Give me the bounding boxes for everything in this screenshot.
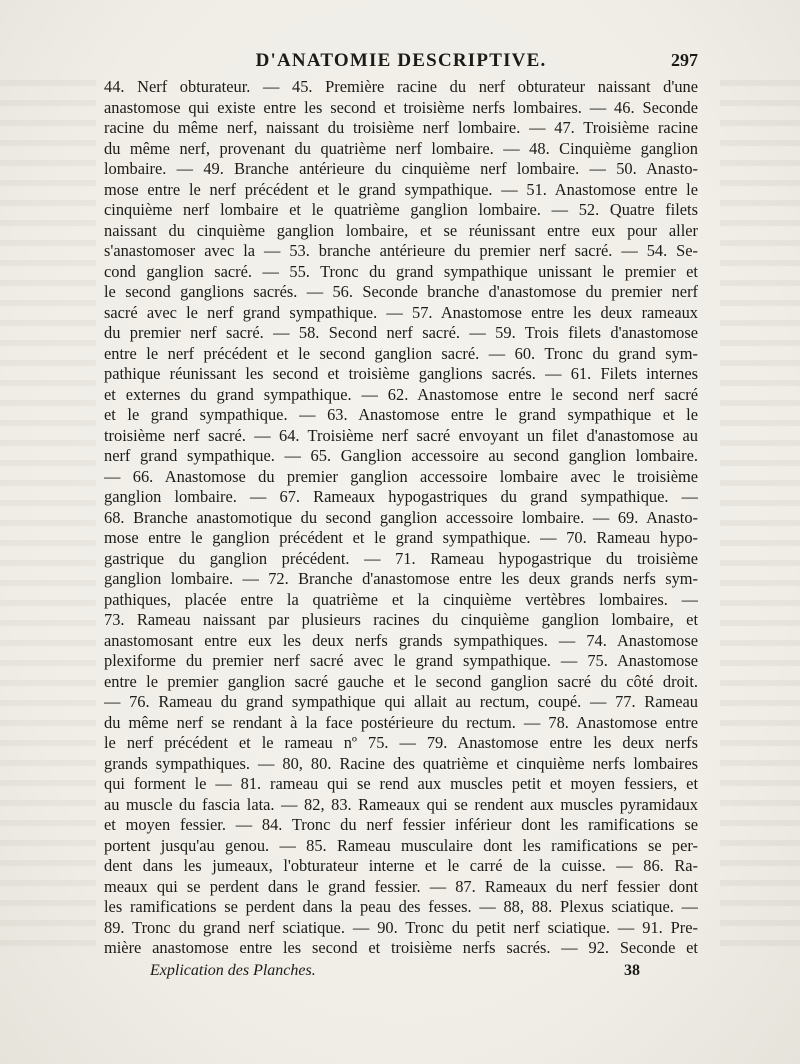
text-line: pathiques, placée entre la quatrième et la cinquième vertèbres lombaires. — (104, 589, 698, 609)
text-line: naissant du cinquième ganglion lombaire, et se réunissant entre eux pour aller (104, 220, 698, 240)
text-line: 73. Rameau naissant par plusieurs racines du cinquième ganglion lombaire, et (104, 610, 698, 629)
text-line: et externes du grand sympathique. — 62. Anastomose entre le second nerf sacré (104, 384, 698, 404)
text-line: cinquième nerf lombaire et le quatrième ganglion lombaire. — 52. Quatre filets (104, 200, 698, 219)
text-line: du premier nerf sacré. — 58. Second nerf sacré. — 59. Trois filets d'anastomose (104, 323, 698, 342)
text-line: mose entre le nerf précédent et le grand sympathique. — 51. Anastomose entre le (104, 179, 698, 199)
text-line: anastomosant entre eux les deux nerfs grands sympathiques. — 74. Anastomose (104, 630, 698, 650)
text-line: mose entre le ganglion précédent et le grand sympathique. — 70. Rameau hypo- (104, 528, 698, 547)
text-line: le nerf précédent et le rameau nº 75. — 79. Anastomose entre les deux nerfs (104, 733, 698, 752)
text-line: gastrique du ganglion précédent. — 71. Rameau hypogastrique du troisième (104, 548, 698, 568)
page-footer (150, 962, 650, 986)
running-head (104, 50, 698, 74)
signature-number: 38 (624, 962, 640, 979)
text-line: nerf grand sympathique. — 65. Ganglion accessoire au second ganglion lombaire. (104, 446, 698, 465)
text-line: sacré avec le nerf grand sympathique. — 57. Anastomose entre les deux rameaux (104, 302, 698, 322)
text-line: entre le nerf précédent et le second ganglion sacré. — 60. Tronc du grand sym- (104, 343, 698, 363)
text-line: 44. Nerf obturateur. — 45. Première racine du nerf obturateur naissant d'une (104, 77, 698, 96)
text-line: dent dans les jumeaux, l'obturateur interne et le carré de la cuisse. — 86. Ra- (104, 856, 698, 875)
text-line: au muscle du fascia lata. — 82, 83. Rameaux qui se rendent aux muscles pyramidaux (104, 794, 698, 814)
text-line: cond ganglion sacré. — 55. Tronc du grand sympathique unissant le premier et (104, 261, 698, 281)
text-line: racine du même nerf, naissant du troisième nerf lombaire. — 47. Troisième racine (104, 118, 698, 137)
text-line: et le grand sympathique. — 63. Anastomose entre le grand sympathique et le (104, 405, 698, 424)
text-line: anastomose qui existe entre les second et troisième nerfs lombaires. — 46. Seconde (104, 97, 698, 117)
text-line: s'anastomoser avec la — 53. branche antérieure du premier nerf sacré. — 54. Se- (104, 241, 698, 260)
text-line: le second ganglions sacrés. — 56. Seconde branche d'anastomose du premier nerf (104, 282, 698, 301)
page-number: 297 (671, 50, 698, 70)
text-line: les ramifications se perdent dans la peau des fesses. — 88, 88. Plexus sciatique. — (104, 897, 698, 916)
text-line: meaux qui se perdent dans le grand fessier. — 87. Rameaux du nerf fessier dont (104, 876, 698, 896)
text-line: mière anastomose entre les second et troisième nerfs sacrés. — 92. Seconde et (104, 938, 698, 957)
text-line: 89. Tronc du grand nerf sciatique. — 90. Tronc du petit nerf sciatique. — 91. Pre- (104, 917, 698, 937)
text-line: portent jusqu'au genou. — 85. Rameau musculaire dont les ramifications se per- (104, 835, 698, 855)
text-line: 68. Branche anastomotique du second ganglion accessoire lombaire. — 69. Anasto- (104, 507, 698, 527)
show-through-right (720, 80, 800, 960)
text-line: — 66. Anastomose du premier ganglion accessoire lombaire avec le troisième (104, 466, 698, 486)
text-line: pathique réunissant les second et troisième ganglions sacrés. — 61. Filets internes (104, 364, 698, 383)
text-line: troisième nerf sacré. — 64. Troisième nerf sacré envoyant un filet d'anastomose au (104, 425, 698, 445)
text-line: lombaire. — 49. Branche antérieure du cinquième nerf lombaire. — 50. Anasto- (104, 159, 698, 178)
body-text (104, 77, 698, 979)
signature-mark: Explication des Planches. (150, 962, 316, 979)
text-line: et moyen fessier. — 84. Tronc du nerf fessier inférieur dont les ramifications se (104, 815, 698, 834)
text-line: grands sympathiques. — 80, 80. Racine des quatrième et cinquième nerfs lombaires (104, 753, 698, 773)
text-line: ganglion lombaire. — 72. Branche d'anastomose entre les deux grands nerfs sym- (104, 569, 698, 588)
text-line: — 76. Rameau du grand sympathique qui allait au rectum, coupé. — 77. Rameau (104, 692, 698, 711)
text-line: qui forment le — 81. rameau qui se rend aux muscles petit et moyen fessiers, et (104, 774, 698, 793)
show-through-left (0, 80, 96, 960)
text-line: du même nerf, provenant du quatrième nerf lombaire. — 48. Cinquième ganglion (104, 138, 698, 158)
text-line: ganglion lombaire. — 67. Rameaux hypogastriques du grand sympathique. — (104, 487, 698, 506)
text-line: du même nerf se rendant à la face postérieure du rectum. — 78. Anastomose entre (104, 712, 698, 732)
running-title: D'ANATOMIE DESCRIPTIVE. (255, 50, 547, 71)
text-line: entre le premier ganglion sacré gauche et le second ganglion sacré du côté droit. (104, 671, 698, 691)
text-line: plexiforme du premier nerf sacré avec le grand sympathique. — 75. Anastomose (104, 651, 698, 670)
